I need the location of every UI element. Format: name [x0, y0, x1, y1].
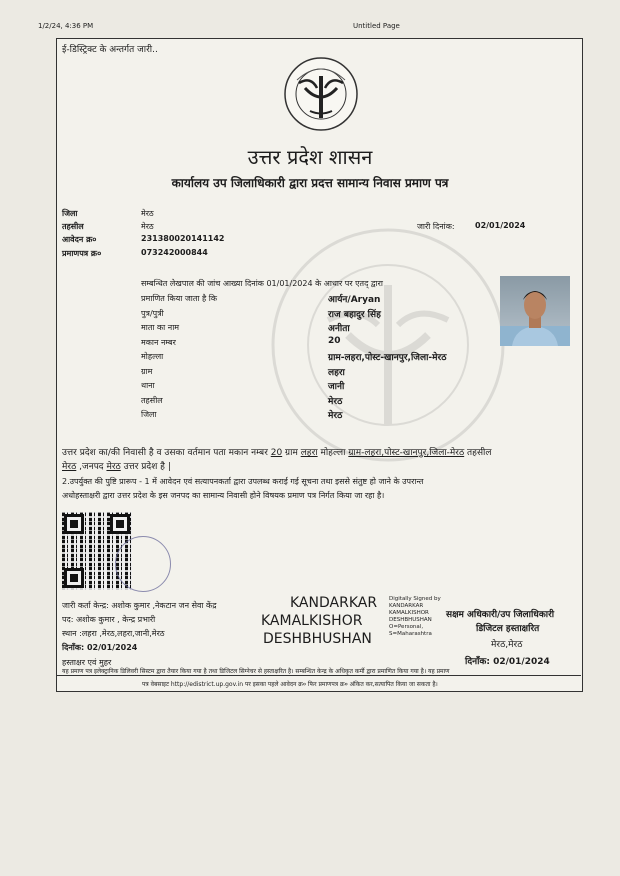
field-label: तहसील: [141, 395, 163, 405]
confirmation-line-1: 2.उपर्युक्त की पुष्टि प्रारूप - 1 में आवेदन एवं सत्यापनकर्ता द्वारा उपलब्ध कराई गई सूचना तथा इससे संतुष्ट हो जाने के उपरान्त: [62, 477, 424, 486]
sig-detail-5: O=Personal,: [389, 624, 424, 630]
field-value: मेरठ: [328, 396, 343, 407]
field-value: जानी: [328, 382, 345, 392]
para1-village: लहरा: [300, 448, 318, 458]
signature-line-1: KANDARKAR: [290, 595, 378, 611]
certificate-no-label: प्रमाणपत्र क्र०: [62, 249, 102, 258]
field-value: अनीता: [328, 324, 350, 334]
footer-divider: [57, 675, 581, 676]
authority-date: दिनाँक: 02/01/2024: [465, 657, 550, 667]
authority-title: सक्षम अधिकारी/उप जिलाधिकारी: [446, 610, 555, 620]
issuer-post: पद: अशोक कुमार , केन्द्र प्रभारी: [62, 615, 156, 624]
field-value: 20: [328, 335, 341, 346]
center-stamp: [115, 536, 171, 592]
para1-district: मेरठ: [106, 462, 121, 472]
issued-under-label: ई-डिस्ट्रिक्ट के अन्तर्गत जारी..: [62, 45, 158, 55]
para1-text-f: उत्तर प्रदेश है |: [120, 462, 171, 472]
sig-detail-3: KAMALKISHOR: [389, 610, 429, 616]
footer-note-1: यह प्रमाण पत्र इलेक्ट्रानिक डिलिवरी सिस्टम द्वारा तैयार किया गया है तथा डिजिटल सिग्नेचर से हस्ताक्षरित है। सम्बन्धित केन्द्र के अधिकृत कर्मी द्वारा प्रमाणित किया गया है। यह प्रमाण: [62, 668, 450, 675]
issue-date-value: 02/01/2024: [475, 221, 526, 230]
field-value: आर्यन/Aryan: [328, 295, 381, 305]
field-label: जिला: [141, 410, 157, 419]
issue-date-label: जारी दिनांक:: [417, 222, 455, 231]
signature-line-2: KAMALKISHOR: [261, 613, 363, 629]
field-label: ग्राम: [141, 366, 153, 376]
field-value: लहरा: [328, 367, 345, 378]
watermark-emblem: [268, 225, 508, 465]
field-label: मोहल्ला: [141, 352, 164, 361]
footer-note-2: पत्र वेबसाइट http://edistrict.up.gov.in पर इसका पहले आवेदन क्र० फिर प्रमाणपत्र क्र० अंकित कर,सत्यापित किया जा सकता है।: [142, 681, 438, 688]
tehsil-value: मेरठ: [141, 222, 154, 231]
authority-signed: डिजिटल हस्ताक्षरित: [476, 624, 540, 634]
field-label: प्रमाणित किया जाता है कि: [141, 294, 218, 303]
confirmation-line-2: अधोहस्ताक्षरी द्वारा उत्तर प्रदेश के इस जनपद का सामान्य निवासी होने विषयक प्रमाण पत्र निर्गत किया जा रहा है।: [62, 491, 385, 500]
field-label: मकान नम्बर: [141, 337, 176, 347]
field-label: थाना: [141, 381, 155, 390]
field-value: ग्राम-लहरा,पोस्ट-खानपुर,जिला-मेरठ: [328, 353, 447, 363]
applicant-photo: [500, 276, 570, 346]
para1-text-d: तहसील: [464, 448, 492, 458]
application-label: आवेदन क्र०: [62, 235, 97, 244]
district-value: मेरठ: [141, 209, 154, 218]
issuer-date: दिनाँक: 02/01/2024: [62, 643, 138, 652]
government-title: उत्तर प्रदेश शासन: [247, 145, 373, 169]
sig-detail-4: DESHBHUSHAN: [389, 617, 432, 623]
tehsil-label: तहसील: [62, 222, 84, 231]
para1-text-a: उत्तर प्रदेश का/की निवासी है व उसका वर्तमान पता मकान नम्बर: [62, 448, 271, 458]
issuer-place: स्थान :लहरा ,मेरठ,लहरा,जानी,मेरठ: [62, 629, 165, 638]
signature-details: [389, 596, 441, 638]
field-value: राज बहादुर सिंह: [328, 309, 381, 320]
certificate-no-value: 073242000844: [141, 248, 208, 257]
basis-line: सम्बन्धित लेखपाल की जांच आख्या दिनांक 01/01/2024 के आधार पर एतद् द्वारा: [141, 279, 383, 288]
sig-detail-6: S=Maharashtra: [389, 631, 432, 637]
application-value: 231380020141142: [141, 234, 225, 243]
field-label: पुत्र/पुत्री: [141, 308, 164, 318]
district-label: जिला: [62, 209, 78, 218]
residence-paragraph: [62, 445, 491, 458]
print-page-title: Untitled Page: [353, 22, 400, 30]
residence-paragraph-line2: [62, 459, 171, 472]
print-datetime: 1/2/24, 4:36 PM: [38, 22, 94, 30]
sig-detail-1: Digitally Signed by: [389, 596, 441, 602]
issuer-sign-seal: हस्ताक्षर एवं मुहर: [62, 658, 112, 667]
para1-text-c: मोहल्ला: [317, 448, 349, 458]
para1-text-e: ,जनपद: [76, 462, 107, 472]
authority-place: मेरठ,मेरठ: [491, 640, 523, 650]
para1-text-b: ग्राम: [282, 448, 301, 458]
signature-line-3: DESHBHUSHAN: [263, 631, 372, 647]
issuer-center: जारी कर्ता केन्द्र: अशोक कुमार ,नेकटान जन सेवा केंद्र: [62, 601, 217, 610]
para1-tehsil: मेरठ: [62, 462, 77, 472]
field-label: माता का नाम: [141, 323, 180, 332]
field-value: मेरठ: [328, 411, 343, 421]
para1-house: 20: [270, 448, 283, 458]
sig-detail-2: KANDARKAR: [389, 603, 424, 609]
certificate-title: कार्यालय उप जिलाधिकारी द्वारा प्रदत्त सामान्य निवास प्रमाण पत्र: [171, 176, 449, 190]
up-emblem-icon: [283, 56, 359, 132]
para1-mohalla: ग्राम-लहरा,पोस्ट-खानपुर,जिला-मेरठ: [348, 448, 465, 458]
